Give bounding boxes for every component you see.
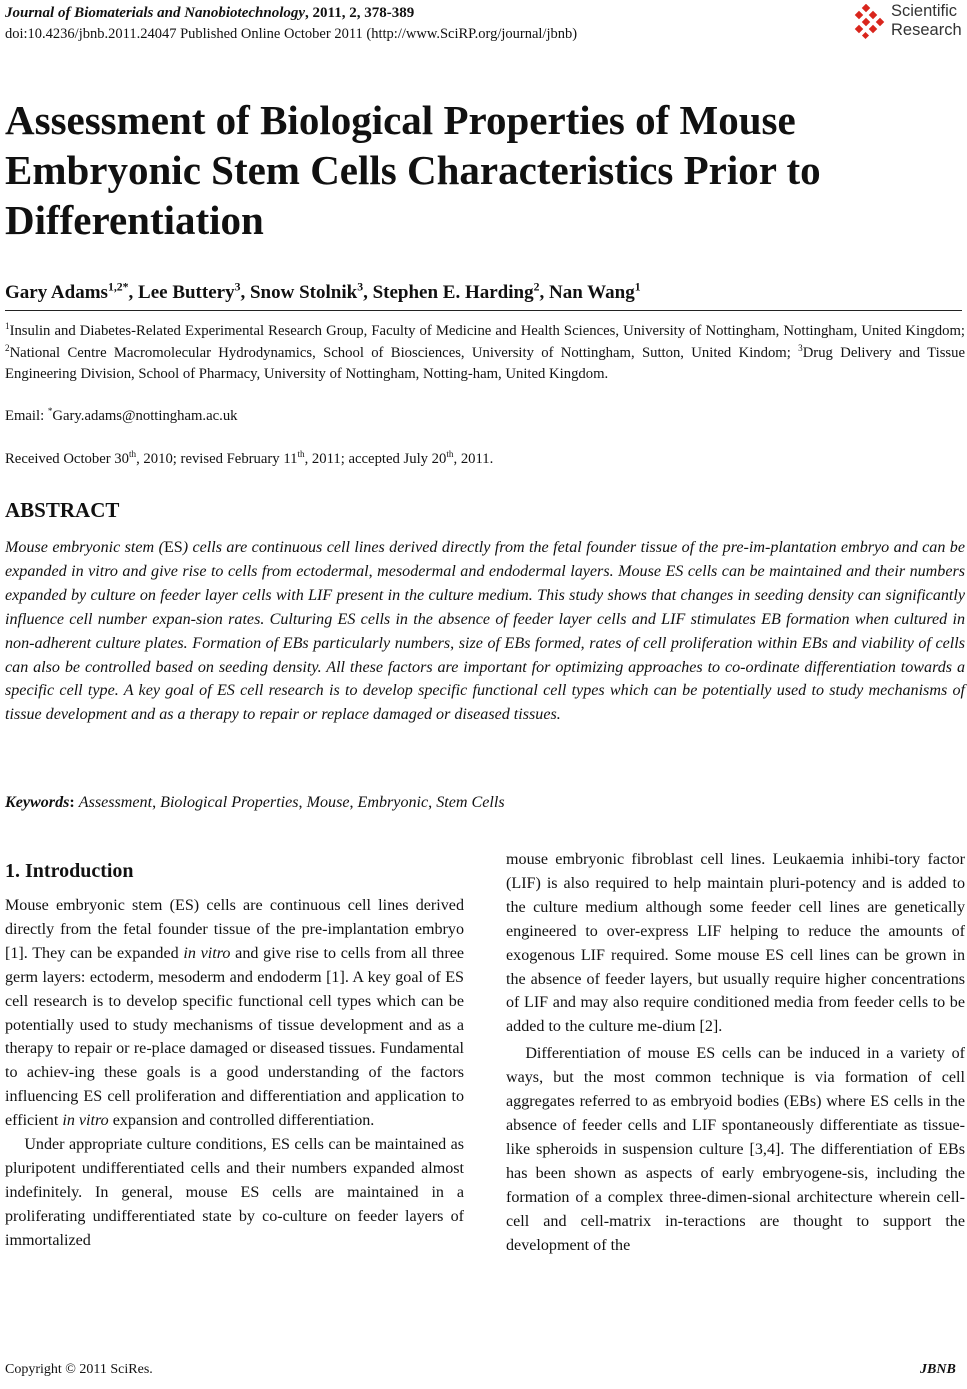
corresponding-mark: *: [47, 406, 53, 417]
affiliation-mark: 1: [5, 321, 10, 332]
right-column: [506, 848, 965, 1257]
keyword-item: Mouse: [306, 794, 350, 811]
paragraph-text: Mouse embryonic stem (ES) cells are continuous cell lines derived directly from the fetal founder tissue of the pre-implantation embryo [1]. They can be expanded: [5, 897, 464, 962]
author-name: Lee Buttery: [138, 282, 235, 303]
author-name: Stephen E. Harding: [372, 282, 534, 303]
author-affiliation-mark: 3: [234, 280, 241, 294]
footer-journal-abbrev: JBNB: [920, 1362, 956, 1377]
paragraph-italic: in vitro: [62, 1112, 109, 1130]
affiliation-2: National Centre Macromolecular Hydrodynamics, School of Biosciences, University of Nottingham, Sutton, United Kindom;: [9, 344, 799, 361]
ordinal-suffix: th: [128, 449, 137, 460]
footer-copyright: Copyright © 2011 SciRes.: [5, 1362, 153, 1377]
author-affiliation-mark: 1: [634, 280, 641, 294]
author-affiliation-mark: 2: [533, 280, 540, 294]
keyword-separator: ,: [349, 794, 358, 811]
author-affiliation-mark: 1,2*: [107, 280, 129, 294]
keywords-label: Keywords: [5, 794, 70, 811]
keyword-item: Assessment: [78, 794, 153, 811]
keyword-item: Embryonic: [357, 794, 429, 811]
revised-text: , 2010; revised February 11: [136, 451, 298, 467]
email-address[interactable]: Gary.adams@nottingham.ac.uk: [52, 408, 238, 424]
paragraph-text: expansion and controlled differentiation.: [108, 1112, 375, 1130]
affiliation-mark: 2: [5, 342, 10, 353]
keyword-separator: ,: [428, 794, 437, 811]
received-text: Received October 30: [5, 451, 129, 467]
journal-header: [5, 3, 414, 23]
paragraph-italic: in vitro: [183, 944, 231, 962]
affiliation-1: Insulin and Diabetes-Related Experimental Research Group, Faculty of Medicine and Health Sciences, University of Nottingham, Nottingham, United Kingdom;: [9, 323, 965, 339]
keyword-item: Stem Cells: [436, 794, 505, 811]
journal-volume: , 2011, 2, 378-389: [305, 5, 415, 21]
email-label: Email:: [5, 408, 48, 424]
paragraph-text: and give rise to cells from all three germ layers: ectoderm, mesoderm and endoderm [1]. A key goal of ES cell research is to develop specific functional cell types which can be potentially used to study mechanisms of tissue development and as a therapy to repair or re-place damaged or diseased tissues. Fundamental to achiev-ing these goals is a good understanding of the factors influencing ES cell proliferation and differentiation and application to efficient: [5, 944, 465, 1130]
keyword-item: Biological Properties: [160, 794, 299, 811]
author-name: Nan Wang: [548, 282, 635, 303]
paragraph: mouse embryonic fibroblast cell lines. Leukaemia inhibi-tory factor (LIF) is also required to help maintain pluri-potency and is added to the culture medium although some feeder cell lines are genetically engineered to over-express LIF helping to reduce the amounts of exogenous LIF required. Some mouse ES cell lines can be grown in the absence of feeder layers, but usually require higher concentrations of LIF and may also require conditioned media from feeder cells to be added to the culture me-dium [2].: [506, 851, 965, 1036]
abstract-text: ) cells are continuous cell lines derived directly from the fetal founder tissue of the pre-im-plantation embryo and can be expanded in vitro and give rise to cells from ectodermal: [5, 539, 965, 580]
header-divider: [5, 310, 962, 311]
logo-text: [891, 2, 962, 40]
affiliation-mark: 3: [798, 342, 803, 353]
abstract-comma: ,: [368, 562, 378, 580]
abstract-abbrev: ES: [163, 539, 183, 556]
paragraph: [5, 894, 464, 1133]
author-affiliation-mark: 3: [357, 280, 364, 294]
doi-line: doi:10.4236/jbnb.2011.24047 Published Online October 2011 (http://www.SciRP.org/journal/jbnb): [5, 26, 578, 42]
keywords: [5, 792, 505, 814]
left-column: [5, 858, 464, 1253]
affiliations: [5, 321, 965, 386]
logo-line-1: Scientific: [891, 2, 958, 20]
ordinal-suffix: th: [297, 449, 305, 460]
abstract-text: rates of cell proliferation within EBs and viability of cells can also be controlled based on seeding density. All these factors are important for optimizing approaches to co-ordinate differentiation towards a specific cell type. A key goal of ES cell research is to develop specific functional cell types which can be potentially used to study mechanisms of tissue development and as a therapy to repair or replace damaged or diseased tissues.: [5, 634, 965, 724]
paragraph: Under appropriate culture conditions, ES cells can be maintained as pluripotent undifferentiated cells and their numbers expanded almost indefinitely. In general, mouse ES cells are maintained in a proliferating undifferentiated state by co-culture on feeder layers of immortalized: [5, 1136, 464, 1249]
abstract-text: mesodermal and endodermal layers. Mouse ES cells can be maintained and their numbers expanded by culture on feeder layer cells with LIF present in the culture medium. This study shows that changes in seeding density can significantly influence cell number expan-sion rates. Culturing ES cells in the absence of feeder layer cells and LIF stimulates EB formation when cultured in non-adherent culture plates. Formation of EBs particularly numbers: [5, 562, 966, 652]
author-name: Snow Stolnik: [249, 282, 358, 303]
publisher-logo: [851, 2, 967, 44]
abstract-comma: ,: [450, 634, 459, 652]
abstract-heading: ABSTRACT: [5, 498, 120, 522]
affiliation-3: Drug Delivery and Tissue Engineering Division, School of Pharmacy, University of Nottingham, Notting-ham, United Kingdom.: [5, 344, 965, 382]
ordinal-suffix: th: [446, 449, 454, 460]
journal-name: Journal of Biomaterials and Nanobiotechnology: [5, 5, 306, 21]
section-heading-introduction: 1. Introduction: [5, 860, 134, 882]
keyword-separator: ,: [152, 794, 161, 811]
author-name: Gary Adams: [5, 282, 108, 303]
abstract-comma: ,: [580, 634, 590, 652]
author-list: Gary Adams$^{1,2*}$, Lee Buttery$^3$, Snow Stolnik$^3$, Stephen E. Harding$^2$, Nan Wang$^1$: [5, 280, 641, 303]
logo-line-2: Research: [891, 21, 962, 39]
correspondence-email: [5, 406, 238, 427]
keyword-separator: ,: [298, 794, 307, 811]
scientific-research-logo-icon: [851, 4, 887, 40]
abstract-body: [5, 536, 965, 727]
abstract-text: size of EBs formed: [458, 634, 581, 652]
accepted-text: , 2011; accepted July 20: [304, 451, 447, 467]
received-dates: [5, 449, 493, 470]
article-title: Assessment of Biological Properties of Mouse Embryonic Stem Cells Characteristics Prior to Differentiation: [5, 97, 821, 243]
paragraph: Differentiation of mouse ES cells can be induced in a variety of ways, but the most common technique is via formation of cell aggregates referred to as embryoid bodies (EBs) where ES cells in the absence of feeder cells and LIF spontaneously differentiate as tissue-like spheroids in suspension culture [3,4]. The differentiation of EBs has been shown as aspects of early embryogene-sis, including the formation of a complex three-dimen-sional architecture wherein cell-cell and cell-matrix in-teractions are thought to support the development of the: [506, 1045, 965, 1254]
abstract-text: Mouse embryonic stem (: [5, 539, 164, 556]
keywords-colon: :: [69, 794, 79, 811]
year-text: , 2011.: [453, 451, 494, 467]
